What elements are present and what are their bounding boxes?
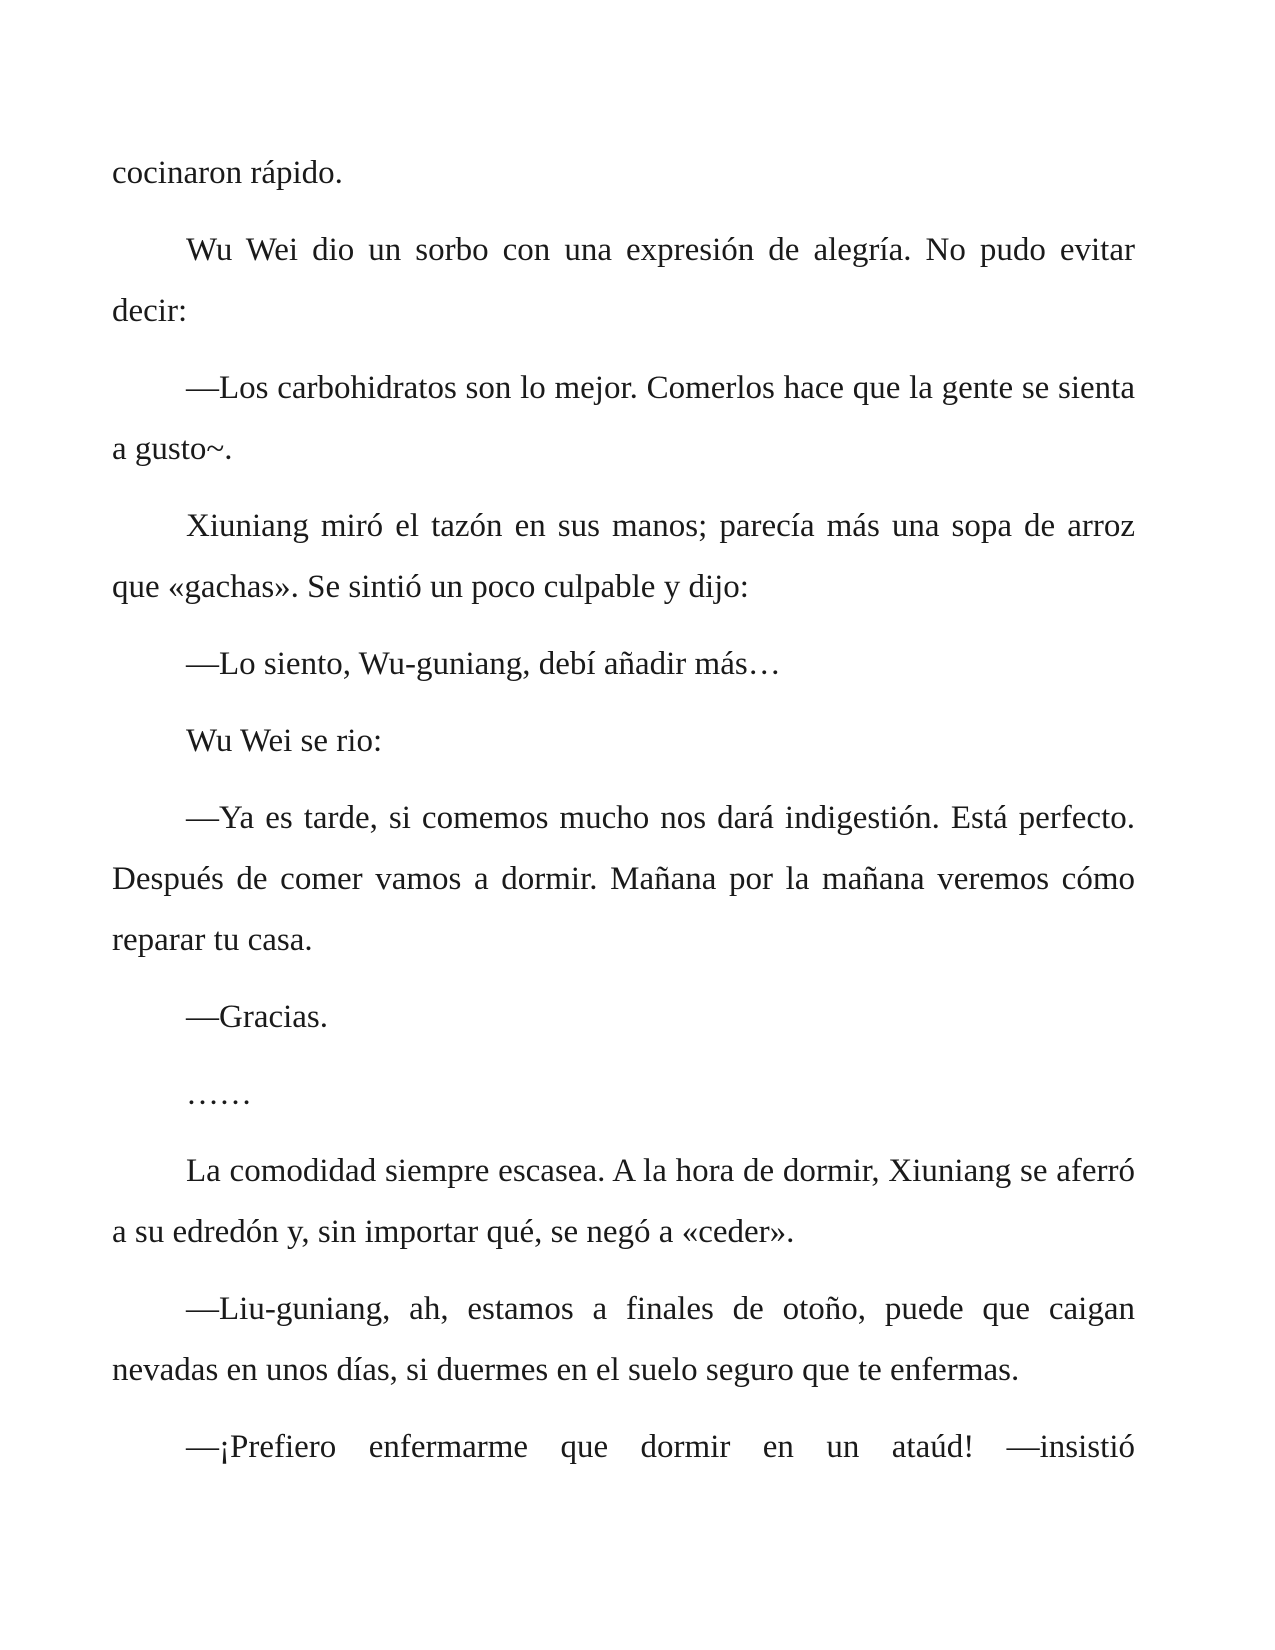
paragraph: —Ya es tarde, si comemos mucho nos dará indigestión. Está perfecto. Después de comer vamos a dormir. Mañana por la mañana veremos cómo reparar tu casa.: [112, 800, 1135, 958]
paragraph: Wu Wei dio un sorbo con una expresión de alegría. No pudo evitar decir:: [112, 232, 1135, 329]
paragraph: —Liu-guniang, ah, estamos a finales de otoño, puede que caigan nevadas en unos días, si duermes en el suelo seguro que te enfermas.: [112, 1291, 1135, 1388]
paragraph: —Lo siento, Wu-guniang, debí añadir más…: [186, 646, 781, 682]
paragraph: cocinaron rápido.: [112, 155, 343, 191]
paragraph: La comodidad siempre escasea. A la hora de dormir, Xiuniang se aferró a su edredón y, sin importar qué, se negó a «ceder».: [112, 1153, 1135, 1250]
scene-break: ……: [186, 1076, 252, 1112]
body-text: [112, 143, 1135, 1494]
paragraph: —Los carbohidratos son lo mejor. Comerlos hace que la gente se sienta a gusto~.: [112, 370, 1135, 467]
paragraph: —Gracias.: [186, 999, 329, 1035]
paragraph: Wu Wei se rio:: [186, 723, 383, 759]
paragraph: —¡Prefiero enfermarme que dormir en un ataúd! —insistió: [186, 1429, 1135, 1465]
paragraph: Xiuniang miró el tazón en sus manos; parecía más una sopa de arroz que «gachas». Se sintió un poco culpable y dijo:: [112, 508, 1135, 605]
